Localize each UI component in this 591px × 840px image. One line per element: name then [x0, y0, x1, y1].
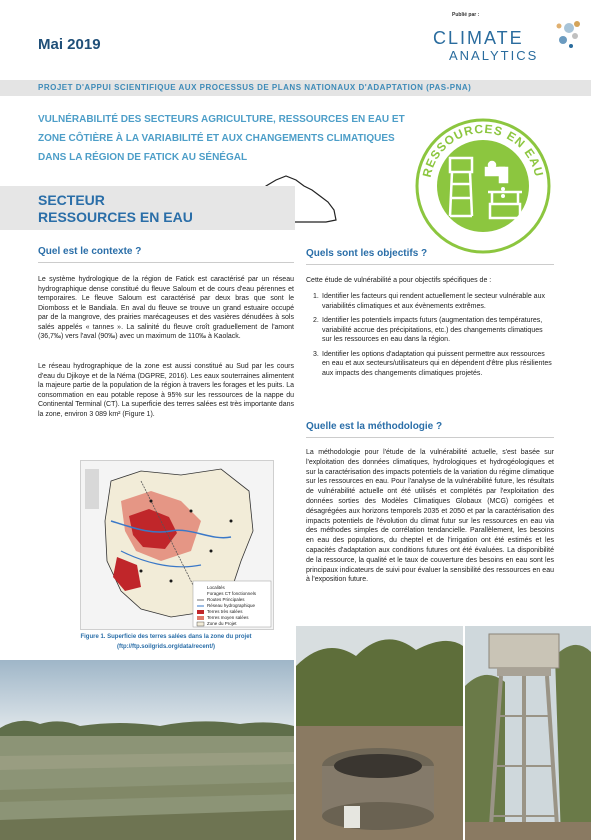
- published-by-label: Publié par :: [452, 12, 480, 18]
- legend-title: Localités: [207, 585, 225, 590]
- methodology-divider: [306, 437, 554, 438]
- logo-dots-icon: [547, 18, 583, 54]
- subtitle-line-2: ZONE CÔTIÈRE À LA VARIABILITÉ ET AUX CHANGEMENTS CLIMATIQUES: [38, 133, 395, 144]
- context-paragraph-2: Le réseau hydrographique de la zone est aussi constitué au Sud par les cours d'eau du Djikoye et de la Néma (DGPRE, 2016). Les eaux souterraines alimentent la majeure partie de la population de la région à travers les forages et les puits. La consommation en eau potable repose à 95% sur les ressources de la nappe du Continental Terminal (CT). La superficie des terres salées est très importante dans la zone, environ 3 089 km² (Figure 1).: [38, 363, 294, 418]
- water-tower-photo: [465, 626, 591, 840]
- climate-analytics-logo: [433, 18, 583, 66]
- legend-item-hydro: Réseau hydrographique: [207, 603, 256, 608]
- list-item: 2. Identifier les potentiels impacts futurs (augmentation des températures, variabilité accrue des précipitations, etc.) des changements climatiques sur les ressources en eau dans la région.: [313, 317, 543, 343]
- context-divider: [38, 262, 294, 263]
- legend-item-very-saline: Terres très salées: [207, 609, 243, 614]
- logo-line-2: ANALYTICS: [449, 48, 539, 63]
- saline-land-map: [80, 460, 274, 630]
- objectives-list: [306, 292, 554, 383]
- legend-subtitle: Forages CT fonctionnels: [207, 591, 256, 596]
- methodology-heading: Quelle est la méthodologie ?: [306, 421, 443, 432]
- water-resources-badge-icon: [412, 112, 554, 254]
- document-subtitle: [38, 110, 418, 167]
- legend-item-project-zone: Zone du Projet: [207, 621, 237, 626]
- objectives-heading: Quels sont les objectifs ?: [306, 248, 428, 259]
- map-graphic: [81, 461, 274, 630]
- sector-line-1: SECTEUR: [38, 192, 105, 208]
- well-photo: [296, 626, 463, 840]
- list-item: 3. Identifier les options d'adaptation qui puissent permettre aux ressources en eau et aux secteurs/utilisateurs qui en dépendent d'être plus résilientes aux impacts des changements climatiques projetés.: [313, 350, 552, 377]
- methodology-paragraph: La méthodologie pour l'étude de la vulnérabilité actuelle, s'est basée sur l'exploitation des données climatiques, hydrologiques et hydrogéologiques et sur la caractérisation des impacts potentiels de la variation du régime climatique sur les ressources en eau. Pour l'analyse de la vulnérabilité future, les résultats de vulnérabilité actuelle ont été utilisés et complétés par l'exploitation des données sorties des Modèles Climatiques Globaux (MCG) corrigées et désagrégées aux horizons temporels 2035 et 2050 et par la caractérisation des impacts potentiels de l'évolution du climat futur sur les ressources en eau via des méthodes simples de corrélation tendancielle. Parallèlement, les besoins en eau des populations, du cheptel et de l'irrigation ont été estimés et les capacités d'adaptation aux conditions futures ont été évaluées. La disponibilité de la ressource, la qualité et le taux de couverture des besoins en eau sont les principaux indicateurs de suivi pour évaluer la sensibilité des ressources en eau à l'exposition future.: [306, 449, 554, 584]
- badge-text: RESSOURCES EN EAU: [419, 121, 547, 179]
- project-title: PROJET D'APPUI SCIENTIFIQUE AUX PROCESSUS DE PLANS NATIONAUX D'ADAPTATION (PAS-PNA): [38, 83, 472, 92]
- legend-item-roads: Routes Principales: [207, 597, 245, 602]
- caption-line-1: Figure 1. Superficie des terres salées dans la zone du projet: [80, 634, 252, 640]
- subtitle-line-3: DANS LA RÉGION DE FATICK AU SÉNÉGAL: [38, 152, 248, 163]
- context-heading: Quel est le contexte ?: [38, 246, 142, 257]
- objectives-divider: [306, 264, 554, 265]
- map-inset: [85, 469, 99, 509]
- issue-date: Mai 2019: [38, 36, 101, 53]
- figure-caption: [38, 632, 294, 652]
- context-paragraph-1: Le système hydrologique de la région de Fatick est caractérisé par un réseau hydrographique dense constitué du fleuve Saloum et de cours d'eau pérennes et temporaires. Le fleuve Saloum est caractérisé par deux bras que sont le Diomboss et le Bandiala. En aval du fleuve se trouve un grand estuaire occupé par de la mangrove, des prairies marécageuses et des vasières dénudées à sols salés appelés « tannes ». La salinité du fleuve croît graduellement de l'amont (36,7‰) vers l'aval (90‰) avec un maximum de 110‰ à Kaolack.: [38, 276, 294, 340]
- objectives-intro: Cette étude de vulnérabilité a pour objectifs spécifiques de :: [306, 277, 492, 284]
- legend-item-moderately-saline: Terres moyen salées: [207, 615, 249, 620]
- logo-line-1: CLIMATE: [433, 28, 524, 48]
- list-item: 1. Identifier les facteurs qui rendent actuellement le secteur vulnérable aux variabilités climatiques et aux évènements extrêmes.: [313, 293, 545, 310]
- field-photo: [0, 660, 294, 840]
- subtitle-line-1: VULNÉRABILITÉ DES SECTEURS AGRICULTURE, RESSOURCES EN EAU ET: [38, 114, 405, 125]
- sector-heading: [0, 186, 295, 230]
- caption-line-2: (ftp://ftp.soilgrids.org/data/recent/): [116, 644, 215, 650]
- sector-line-2: RESSOURCES EN EAU: [38, 209, 193, 225]
- project-band: [0, 80, 591, 96]
